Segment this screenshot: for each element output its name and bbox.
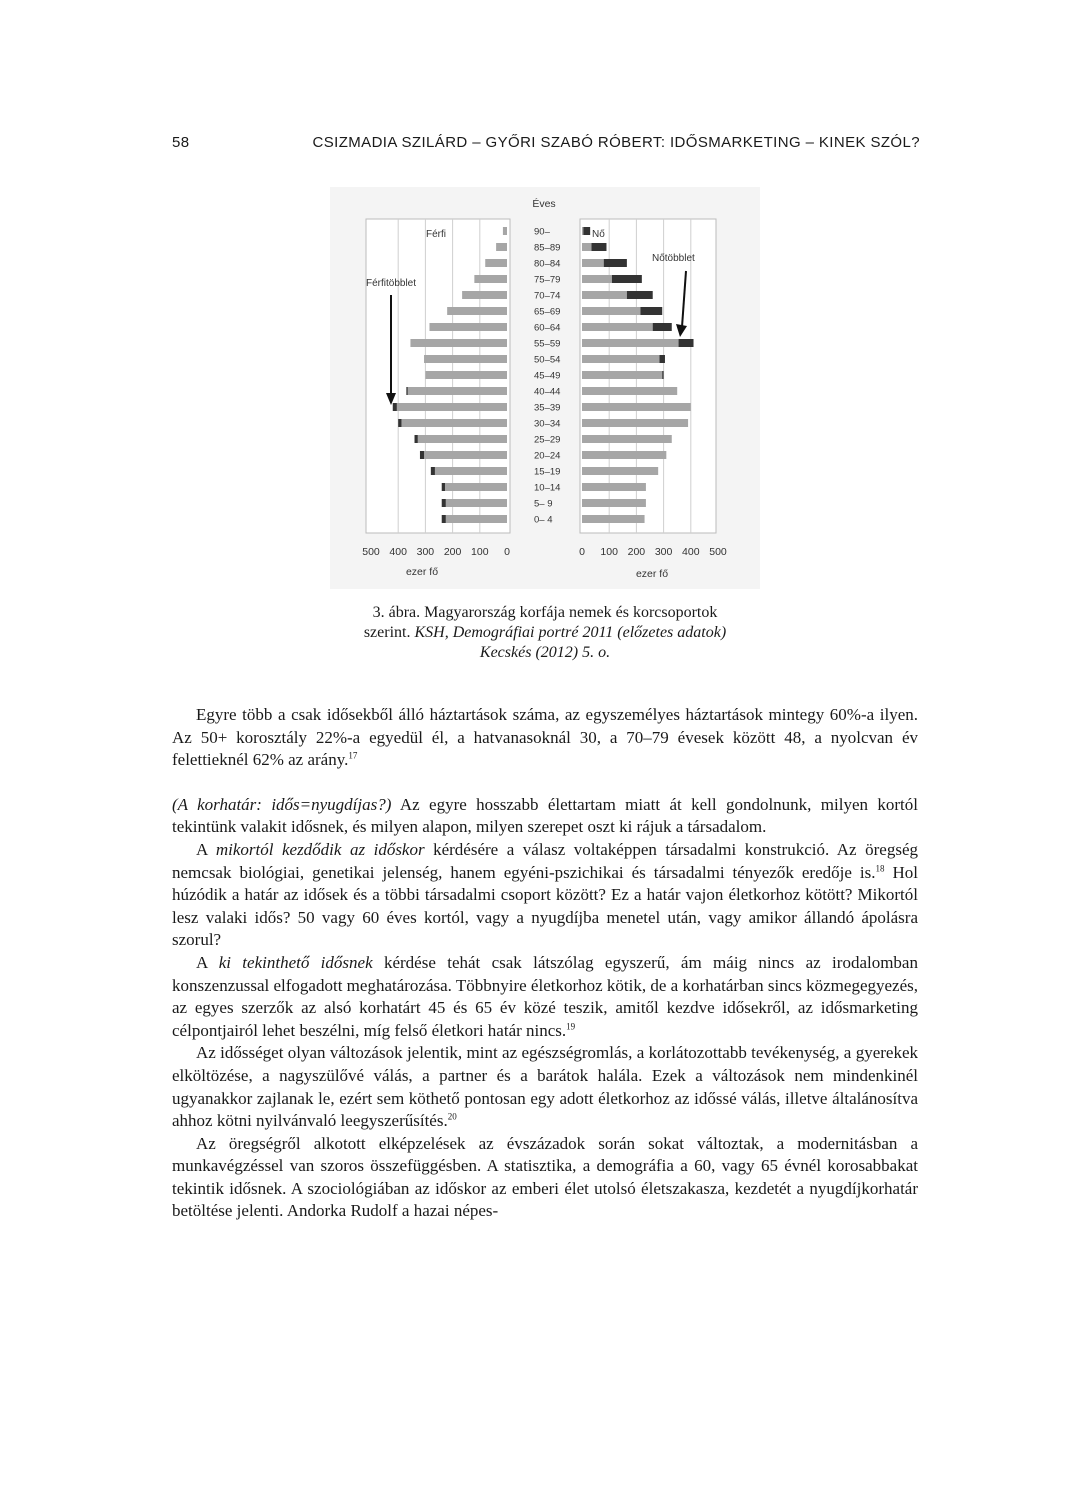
male-bar bbox=[503, 227, 507, 235]
paragraph-6 bbox=[172, 1133, 918, 1223]
female-bar bbox=[582, 227, 583, 235]
population-pyramid-chart bbox=[330, 187, 760, 589]
male-bar bbox=[445, 483, 507, 491]
male-bar bbox=[429, 323, 507, 331]
female-bar bbox=[582, 307, 640, 315]
footnote-ref-18: 18 bbox=[875, 862, 885, 873]
female-bar bbox=[582, 259, 604, 267]
tick-labels bbox=[362, 546, 727, 558]
paragraph-1-text: Egyre több a csak idősekből álló háztartások száma, az egyszemélyes háztartások mintegy 60%-a ilyen. Az 50+ korosztály 22%-a egyedül él, a hatvanasoknál 30, a 70–79 évesek között 48, a nyolcvan év felettieknél 62% az arány. bbox=[172, 705, 918, 770]
age-group-label: 35–39 bbox=[534, 402, 561, 414]
male-surplus-bar bbox=[442, 499, 446, 507]
male-bar bbox=[446, 515, 507, 523]
female-bar bbox=[582, 323, 653, 331]
male-x-tick: 0 bbox=[504, 546, 510, 558]
male-bar bbox=[485, 259, 507, 267]
caption-line-3: Kecskés (2012) 5. o. bbox=[479, 644, 611, 661]
paragraph-6-text: Az öregségről alkotott elképzelések az évszázadok során sokat változtak, a modernitásban a munkavégzéssel van szoros összefüggésben. A statisztika, a demográfia a 60, vagy 65 évnél korosabbakat tekintik idősnek. A szociológiában az időskor az emberi élet utolsó életszakasza, kezdetét a nyugdíjkorhatár betöltése jelenti. Andorka Rudolf a hazai népes- bbox=[172, 1133, 918, 1221]
age-group-label: 50–54 bbox=[534, 354, 561, 366]
female-surplus-bar bbox=[653, 323, 672, 331]
male-bar bbox=[425, 371, 507, 379]
age-group-label: 5– 9 bbox=[534, 498, 553, 510]
female-bar bbox=[582, 515, 645, 523]
male-x-tick: 200 bbox=[443, 546, 462, 558]
footnote-ref-17: 17 bbox=[348, 750, 358, 761]
male-bar bbox=[408, 387, 507, 395]
paragraph-4-emphasis: ki tekinthető idősnek bbox=[218, 952, 373, 972]
female-surplus-bar bbox=[660, 355, 665, 363]
paragraph-4-pre: A bbox=[196, 952, 219, 972]
female-x-tick: 400 bbox=[682, 546, 700, 558]
age-group-label: 75–79 bbox=[534, 274, 561, 286]
female-bar bbox=[582, 403, 691, 411]
age-group-label: 40–44 bbox=[534, 386, 561, 398]
male-x-tick: 400 bbox=[389, 546, 407, 558]
male-bar bbox=[397, 403, 507, 411]
age-axis-label: Éves bbox=[532, 198, 556, 210]
female-surplus-bar bbox=[662, 371, 663, 379]
age-labels bbox=[534, 227, 560, 526]
female-bar bbox=[582, 435, 672, 443]
running-title: CSIZMADIA SZILÁRD – GYŐRI SZABÓ RÓBERT: IDŐSMARKETING – KINEK SZÓL? bbox=[312, 134, 920, 151]
male-surplus-bar bbox=[406, 387, 407, 395]
age-group-label: 45–49 bbox=[534, 370, 561, 382]
paragraph-4-text: kérdése tehát csak látszólag egyszerű, ám máig nincs az irodalomban konszenzussal elfogadott meghatározása. Többnyire életkorhoz kötik, de a korhatárban sincs közmegegyezés, az egyes szerzők az alsó korhatárt 45 és 65 év közé teszik, amitől kezdve idősekről, az idősmarketing célpontjairól lehet beszélni, míg felső életkori határ nincs. bbox=[172, 952, 918, 1040]
paragraph-3-text-b: Hol húzódik a határ az idősek és a többi társadalmi csoport között? Ez a határ vajon életkorhoz kötött? Mikortól lesz valaki idős? 50 vagy 60 éves kortól, vagy a nyugdíjba menetel után, vagy amikor állandó ápolásra szorul? bbox=[172, 862, 918, 950]
male-surplus-bar bbox=[398, 419, 401, 427]
female-x-tick: 500 bbox=[709, 546, 727, 558]
female-surplus-bar bbox=[592, 243, 607, 251]
female-bar bbox=[582, 275, 612, 283]
male-surplus-bar bbox=[431, 467, 435, 475]
age-group-label: 30–34 bbox=[534, 418, 561, 430]
paragraph-3 bbox=[172, 839, 918, 952]
age-group-label: 60–64 bbox=[534, 322, 561, 334]
female-bar bbox=[582, 483, 646, 491]
paragraph-3-pre: A bbox=[196, 839, 216, 859]
male-bar bbox=[496, 243, 507, 251]
male-bar bbox=[435, 467, 507, 475]
female-x-axis-label: ezer fő bbox=[635, 568, 669, 580]
male-x-tick: 300 bbox=[416, 546, 435, 558]
female-bar bbox=[582, 371, 662, 379]
body-text bbox=[172, 704, 918, 1223]
age-group-label: 85–89 bbox=[534, 242, 561, 254]
male-x-axis-label: ezer fő bbox=[405, 566, 439, 578]
page-header bbox=[172, 134, 920, 156]
age-group-label: 70–74 bbox=[534, 290, 561, 302]
male-bar bbox=[447, 307, 507, 315]
male-surplus-bar bbox=[442, 483, 445, 491]
female-x-tick: 200 bbox=[627, 546, 646, 558]
footnote-ref-19: 19 bbox=[566, 1021, 576, 1032]
female-surplus-bar bbox=[612, 275, 642, 283]
male-bar bbox=[424, 355, 507, 363]
female-bar bbox=[582, 467, 658, 475]
female-series-label: Nő bbox=[592, 229, 605, 240]
male-surplus-bar bbox=[415, 435, 418, 443]
male-bar bbox=[410, 339, 507, 347]
age-group-label: 0– 4 bbox=[534, 514, 553, 526]
age-group-label: 25–29 bbox=[534, 434, 561, 446]
female-surplus-bar bbox=[679, 339, 694, 347]
male-bar bbox=[446, 499, 507, 507]
female-bar bbox=[582, 499, 646, 507]
female-surplus-bar bbox=[604, 259, 627, 267]
female-x-tick: 100 bbox=[600, 546, 618, 558]
figure-caption bbox=[300, 603, 790, 663]
male-surplus-bar bbox=[442, 515, 446, 523]
male-bar bbox=[418, 435, 507, 443]
male-x-tick: 100 bbox=[471, 546, 489, 558]
caption-line-2 bbox=[300, 623, 790, 643]
population-pyramid-figure bbox=[330, 187, 760, 589]
male-bar bbox=[424, 451, 507, 459]
female-bar bbox=[582, 339, 679, 347]
paragraph-3-emphasis: mikortól kezdődik az időskor bbox=[215, 839, 425, 859]
male-x-tick: 500 bbox=[362, 546, 380, 558]
female-x-tick: 300 bbox=[654, 546, 673, 558]
female-surplus-annotation: Nőtöbblet bbox=[652, 253, 695, 264]
female-bar bbox=[582, 387, 677, 395]
caption-line-1: 3. ábra. Magyarország korfája nemek és korcsoportok bbox=[372, 604, 718, 621]
female-bar bbox=[582, 291, 627, 299]
paragraph-5 bbox=[172, 1042, 918, 1132]
male-surplus-bar bbox=[393, 403, 397, 411]
male-surplus-annotation: Férfitöbblet bbox=[366, 278, 417, 289]
female-bar bbox=[582, 355, 660, 363]
age-group-label: 15–19 bbox=[534, 466, 561, 478]
male-bar bbox=[401, 419, 507, 427]
paragraph-4 bbox=[172, 952, 918, 1042]
male-bar bbox=[462, 291, 507, 299]
age-group-label: 20–24 bbox=[534, 450, 561, 462]
paragraph-1 bbox=[172, 704, 918, 772]
footnote-ref-20: 20 bbox=[447, 1111, 457, 1122]
age-group-label: 80–84 bbox=[534, 258, 561, 270]
female-bar bbox=[582, 419, 688, 427]
female-bar bbox=[582, 243, 592, 251]
paragraph-3-text-a: kérdésére a válasz voltaképpen társadalmi konstrukció. Az öregség nemcsak biológiai, genetikai jelenség, hanem egyéni-pszichikai és társadalmi tényezők eredője is. bbox=[172, 839, 918, 882]
page-number: 58 bbox=[172, 134, 190, 151]
female-surplus-bar bbox=[627, 291, 653, 299]
caption-line-2-prefix: szerint. bbox=[363, 624, 415, 641]
age-group-label: 10–14 bbox=[534, 482, 561, 494]
male-bar bbox=[474, 275, 507, 283]
male-surplus-bar bbox=[420, 451, 424, 459]
age-group-label: 65–69 bbox=[534, 306, 561, 318]
caption-source: KSH, Demográfiai portré 2011 (előzetes adatok) bbox=[414, 624, 727, 641]
paragraph-2-text: Az egyre hosszabb élettartam miatt át kell gondolnunk, milyen kortól tekintünk valakit idősnek, és milyen alapon, milyen szerepet oszt ki rájuk a társadalom. bbox=[172, 794, 918, 837]
age-group-label: 55–59 bbox=[534, 338, 561, 350]
paragraph-2 bbox=[172, 794, 918, 839]
female-surplus-bar bbox=[640, 307, 662, 315]
female-surplus-bar bbox=[583, 227, 590, 235]
male-series-label: Férfi bbox=[426, 229, 446, 240]
age-group-label: 90– bbox=[534, 226, 550, 238]
paragraph-5-text: Az idősséget olyan változások jelentik, mint az egészségromlás, a korlátozottabb tevékenység, a gyerekek elköltözése, a nagyszülővé válás, a partner és a barátok halála. Ezek a változások nem mindenkinél ugyanakkor zajlanak le, ezért sem köthető pontosan egy adott életkorhoz az időssé válás, illetve általánosítva ahhoz kötni nyilvánvaló leegyszerűsítés. bbox=[172, 1043, 918, 1131]
female-x-tick: 0 bbox=[579, 546, 585, 558]
female-bar bbox=[582, 451, 666, 459]
section-heading-inline: (A korhatár: idős=nyugdíjas?) bbox=[172, 794, 392, 814]
